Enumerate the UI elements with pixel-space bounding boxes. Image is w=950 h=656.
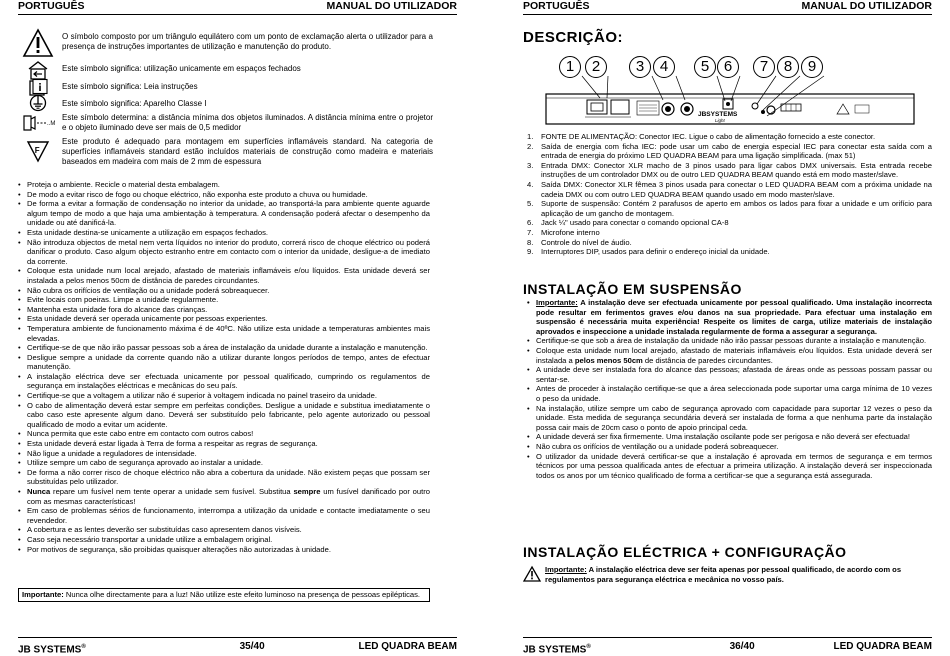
callout-number: 6 — [717, 56, 739, 78]
header-manual-title: MANUAL DO UTILIZADOR — [801, 0, 932, 12]
safety-bullet-item: • De modo a evitar risco de fogo ou choque eléctrico, não exponha este produto a chuva ou humidade. — [18, 190, 430, 200]
item-text: FONTE DE ALIMENTAÇÃO: Conector IEC. Ligue o cabo de alimentação fornecido a este conector. — [541, 132, 876, 141]
bullet-text: um fusível danificado por outro com as mesmas características! — [27, 487, 430, 506]
item-text: Controle do nível de áudio. — [541, 237, 632, 247]
safety-bullet-item: • A cobertura e as lentes deverão ser substituídas caso apresentem danos visíveis. — [18, 525, 430, 535]
item-number: 7. — [527, 227, 534, 237]
callout-number: 7 — [753, 56, 775, 78]
symbol-text-distance: Este símbolo determina: a distância mínima dos objetos iluminados. A distância mínima entre o projetor e o objeto iluminado deve ser mais de 0,5 medidor — [62, 113, 433, 132]
callout-number: 3 — [629, 56, 651, 78]
left-page-footer — [18, 637, 457, 656]
footer-reg-mark: ® — [586, 644, 591, 650]
symbol-text-indoor: Este símbolo significa: utilização unicamente em espaços fechados — [62, 64, 301, 73]
class-one-icon — [22, 93, 54, 113]
min-distance-icon — [22, 111, 54, 135]
item-number: 5. — [527, 199, 534, 209]
safety-bullet-item: • Nunca permita que este cabo entre em contacto com outros cabos! — [18, 429, 430, 439]
item-text: Microfone interno — [541, 227, 600, 237]
safety-bullet-item: • Caso seja necessário transportar a unidade utilize a embalagem original. — [18, 535, 430, 545]
item-text: Entrada DMX: Conector XLR macho de 3 pinos usado para ligar cabos DMX universais. Esta entrada recebe instruções de um controlador DMX ou de outro LED QUADRA BEAM quando está em modo master/slave. — [541, 160, 932, 180]
suspension-bullet-item — [527, 452, 932, 481]
bullet-text: Antes de proceder à instalação certifique-se que a área seleccionada pode suportar uma carga mínima de 10 vezes o peso da unidade. — [536, 384, 932, 403]
header-language: PORTUGUÊS — [523, 0, 590, 12]
suspension-bullet-item — [527, 384, 932, 403]
electrical-warning-icon — [523, 566, 541, 587]
footer-reg-mark: ® — [81, 644, 86, 650]
item-number: 2. — [527, 141, 534, 151]
bullet-text: A unidade deve ser instalada fora do alcance das pessoas; afastada de áreas onde as pessoas possam passar ou sentar-se. — [536, 365, 932, 384]
bullet-emphasis: sempre — [293, 487, 321, 496]
item-number: 8. — [527, 237, 534, 247]
descricao-item — [527, 218, 932, 228]
symbol-text-warning: O símbolo composto por um triângulo equilátero com um ponto de exclamação alerta o utilizador para a presença de instruções importantes de utilização e manutenção do produto. — [62, 32, 433, 51]
footer-page-number: 35/40 — [239, 641, 265, 652]
bullet-text: Certifique-se que sob a área de instalação da unidade não irão passar pessoas durante a instalação e manutenção. — [536, 336, 927, 346]
important-note-box — [18, 588, 430, 602]
suspension-bullet-item — [527, 404, 932, 433]
item-text: Interruptores DIP, usados para definir o endereço inicial da unidade. — [541, 247, 770, 257]
safety-bullet-item: • Utilize sempre um cabo de segurança aprovado ao instalar a unidade. — [18, 458, 430, 468]
safety-bullet-item: • Coloque esta unidade num local arejado, afastado de materiais inflamáveis e/ou líquidos. Esta unidade deverá ser instalada a pelos menos 50cm de distância de paredes circundantes. — [18, 266, 430, 285]
important-label: Importante: — [536, 298, 578, 307]
safety-bullet-item: • Proteja o ambiente. Recicle o material desta embalagem. — [18, 180, 430, 190]
header-language: PORTUGUÊS — [18, 0, 85, 12]
safety-bullet-item: • Não ligue a unidade a reguladores de intensidade. — [18, 449, 430, 459]
safety-bullet-item: • Temperatura ambiente de funcionamento máxima é de 40ºC. Não utilize esta unidade a temperaturas ambientes mais elevadas. — [18, 324, 430, 343]
safety-bullet-item: • Por motivos de segurança, são proibidas quaisquer alterações não autorizadas à unidade. — [18, 545, 430, 555]
suspension-bullet-item — [527, 346, 932, 365]
item-number: 4. — [527, 179, 534, 189]
right-page-header — [523, 0, 932, 15]
descricao-item — [527, 199, 932, 218]
safety-bullet-item: • Em caso de problemas sérios de funcionamento, interrompa a utilização da unidade e contacte imediatamente o seu revendedor. — [18, 506, 430, 525]
bullet-emphasis: Nunca — [27, 487, 51, 496]
suspension-heading: INSTALAÇÃO EM SUSPENSÃO — [523, 281, 742, 297]
flammable-surface-icon — [22, 138, 54, 164]
callout-number: 8 — [777, 56, 799, 78]
suspension-bullet-item — [527, 442, 932, 452]
item-text: Jack ¼" usado para conectar o comando opcional CA-8 — [541, 218, 729, 228]
descricao-heading: DESCRIÇÃO: — [523, 29, 624, 46]
safety-bullet-item: • O cabo de alimentação deverá estar sempre em perfeitas condições. Desligue a unidade e substitua imediatamente o cabo caso este apresente algum dano. Deverá ser substituído pelo fabricante, pelo agente autorizado ou pessoal qualificado de modo a evitar um acidente. — [18, 401, 430, 430]
descricao-item — [527, 180, 932, 199]
right-page — [475, 0, 950, 654]
item-text: Saída de energia com ficha IEC: pode usar um cabo de energia especial IEC para conectar esta saída com a entrada de energia do próximo LED QUADRA BEAM para uma ligação simplificada. (max 51) — [541, 141, 932, 161]
bullet-text: Não cubra os orifícios de ventilação ou a unidade poderá sobreaquecer. — [536, 441, 779, 451]
left-page — [0, 0, 475, 654]
callout-number: 5 — [694, 56, 716, 78]
safety-bullet-item: • Esta unidade deverá ser operada unicamente por pessoas experientes. — [18, 314, 430, 324]
header-manual-title: MANUAL DO UTILIZADOR — [326, 0, 457, 12]
footer-brand — [18, 641, 86, 656]
bullet-text: A unidade deverá ser fixa firmemente. Uma instalação oscilante pode ser perigosa e não deverá ser efectuada! — [536, 432, 910, 442]
safety-bullet-item: • Mantenha esta unidade fora do alcance das crianças. — [18, 305, 430, 315]
suspension-bullet-list — [527, 298, 932, 480]
safety-bullet-item: • Não introduza objectos de metal nem verta líquidos no interior do produto, correrá risco de choque eléctrico ou poderá danificar o produto. Caso algum objecto estranho entre em contacto com o interior da unidade, desligue-a de imediato da corrente. — [18, 238, 430, 267]
item-number: 1. — [527, 132, 534, 141]
symbol-text-flammable: Este produto é adequado para montagem em superfícies inflamáveis standard. Na categoria de superfícies inflamáveis standard estão incluídos materiais de construção como madeira e materiais baseados em madeira com mais de 2 mm de espessura — [62, 137, 433, 166]
safety-bullet-item: • Não cubra os orifícios de ventilação ou a unidade poderá sobreaquecer. — [18, 286, 430, 296]
electrical-heading: INSTALAÇÃO ELÉCTRICA + CONFIGURAÇÃO — [523, 544, 847, 560]
footer-brand — [523, 641, 591, 656]
safety-bullet-item — [18, 487, 430, 506]
footer-product: LED QUADRA BEAM — [833, 641, 932, 652]
symbol-text-instructions: Este símbolo significa: Leia instruções — [62, 82, 198, 91]
descricao-item — [527, 228, 932, 238]
descricao-item-list — [527, 132, 932, 257]
panel-brand-sub: Light — [715, 118, 725, 123]
bullet-text: Na instalação, utilize sempre um cabo de segurança aprovado com capacidade para suportar 12 vezes o peso da unidade. Esta medida de segurança secundária deverá ser instalada de forma a que nenhuma parte da instalação possa cair mais de 20cm caso o ponto de apoio principal ceda. — [536, 403, 932, 432]
callout-number: 4 — [653, 56, 675, 78]
safety-bullet-item: • De forma a evitar a formação de condensação no interior da unidade, ao transportá-la para ambiente quente aguarde algum tempo de modo a que haja uma ambientação à temperatura. A condensação poderá afectar o desempenho da unidade ou até danificá-la. — [18, 199, 430, 228]
item-text: Saída DMX: Conector XLR fêmea 3 pinos usada para conectar o LED QUADRA BEAM com a próxima unidade na cadeia DMX ou com outro LED QUADRA BEAM quando usado em modo master/slave. — [541, 179, 932, 199]
descricao-item — [527, 161, 932, 180]
footer-brand-text: JB SYSTEMS — [523, 644, 587, 656]
descricao-item — [527, 142, 932, 161]
bullet-text: A instalação deve ser efectuada unicamente por pessoal qualificado. Uma instalação incorrecta pode resultar em ferimentos graves e/ou danos na sua propriedade. Para efectuar uma instalação em suspensão é necessária muita experiência! Respeite os limites de carga, utilize materiais de instalação aprovados e inspeccione a unidade instalada regularmente de forma a assegurar a segurança. — [536, 298, 932, 336]
suspension-bullet-item — [527, 432, 932, 442]
electrical-important-text — [545, 565, 932, 584]
footer-product: LED QUADRA BEAM — [358, 641, 457, 652]
callout-number: 1 — [559, 56, 581, 78]
safety-bullet-item: • Certifique-se de que não irão passar pessoas sob a área de instalação da unidade durante a instalação e manutenção. — [18, 343, 430, 353]
right-page-footer — [523, 637, 932, 656]
note-label: Importante: — [22, 590, 64, 599]
safety-bullet-item: • Esta unidade destina-se unicamente a utilização em espaços fechados. — [18, 228, 430, 238]
safety-bullet-item: • Certifique-se que a voltagem a utilizar não é superior à voltagem indicada no painel traseiro da unidade. — [18, 391, 430, 401]
safety-bullet-item: • A instalação eléctrica deve ser efectuada unicamente por pessoal qualificado, cumprindo os regulamentos de segurança em instalações eléctricas e mecânicas do seu país. — [18, 372, 430, 391]
bullet-text: Coloque esta unidade num local arejado, afastado de materiais inflamáveis e/ou líquidos. Esta unidade deverá ser instalada a — [536, 345, 932, 365]
symbol-text-class: Este símbolo significa: Aparelho Classe I — [62, 99, 207, 108]
note-text: Nunca olhe directamente para a luz! Não utilize este efeito luminoso na presença de pessoas epilépticas. — [63, 590, 421, 599]
descricao-item — [527, 132, 932, 142]
rear-panel-diagram — [545, 76, 915, 126]
item-text: Suporte de suspensão: Contém 2 parafusos de aperto em ambos os lados para fixar a unidade e um orifício para aplicação de um gancho de montagem. — [541, 199, 932, 218]
callout-number: 2 — [585, 56, 607, 78]
item-number: 6. — [527, 218, 534, 228]
bullet-text: O utilizador da unidade deverá certificar-se que a instalação é aprovada em termos de segurança e em termos técnicos por uma pessoa qualificada antes de efectuar a primeira utilização. A instalação deverá ser inspeccionada todos os anos por um técnico qualificado de forma a certificar-se que a segurança está assegurada. — [536, 451, 932, 480]
electrical-important-label: Importante: — [545, 565, 587, 574]
suspension-bullet-item — [527, 298, 932, 336]
safety-bullet-item: • Desligue sempre a unidade da corrente quando não a utilizar durante longos períodos de tempo, antes de efectuar manutenção. — [18, 353, 430, 372]
descricao-item — [527, 238, 932, 248]
callout-number: 9 — [801, 56, 823, 78]
bullet-emphasis: pelos menos 50cm — [574, 355, 643, 365]
item-number: 3. — [527, 160, 534, 170]
descricao-item — [527, 247, 932, 257]
safety-bullet-item: • De forma a não correr risco de choque eléctrico não abra a cobertura da unidade. Não existem peças que possam ser substituídas pelo utilizador. — [18, 468, 430, 487]
footer-brand-text: JB SYSTEMS — [18, 644, 82, 656]
warning-triangle-icon — [22, 28, 54, 58]
suspension-bullet-item — [527, 365, 932, 384]
svg-text:F: F — [34, 146, 40, 155]
safety-bullet-list — [18, 180, 430, 554]
bullet-text: repare um fusível nem tente operar a unidade sem fusível. Substitua — [50, 487, 294, 496]
footer-page-number: 36/40 — [729, 641, 755, 652]
left-page-header — [18, 0, 457, 15]
item-number: 9. — [527, 247, 534, 257]
svg-text:..M: ..M — [47, 121, 56, 127]
safety-bullet-item: • Evite locais com poeiras. Limpe a unidade regularmente. — [18, 295, 430, 305]
bullet-text: de distância de paredes circundantes. — [642, 355, 773, 365]
panel-brand: JBSYSTEMS — [698, 111, 738, 118]
indoor-use-icon — [22, 60, 54, 80]
suspension-bullet-item — [527, 336, 932, 346]
safety-bullet-item: • Esta unidade deverá estar ligada à Terra de forma a respeitar as regras de segurança. — [18, 439, 430, 449]
electrical-important-body: A instalação eléctrica deve ser feita apenas por pessoal qualificado, de acordo com os regulamentos para segurança eléctrica e mecânica no vosso país. — [545, 565, 902, 584]
